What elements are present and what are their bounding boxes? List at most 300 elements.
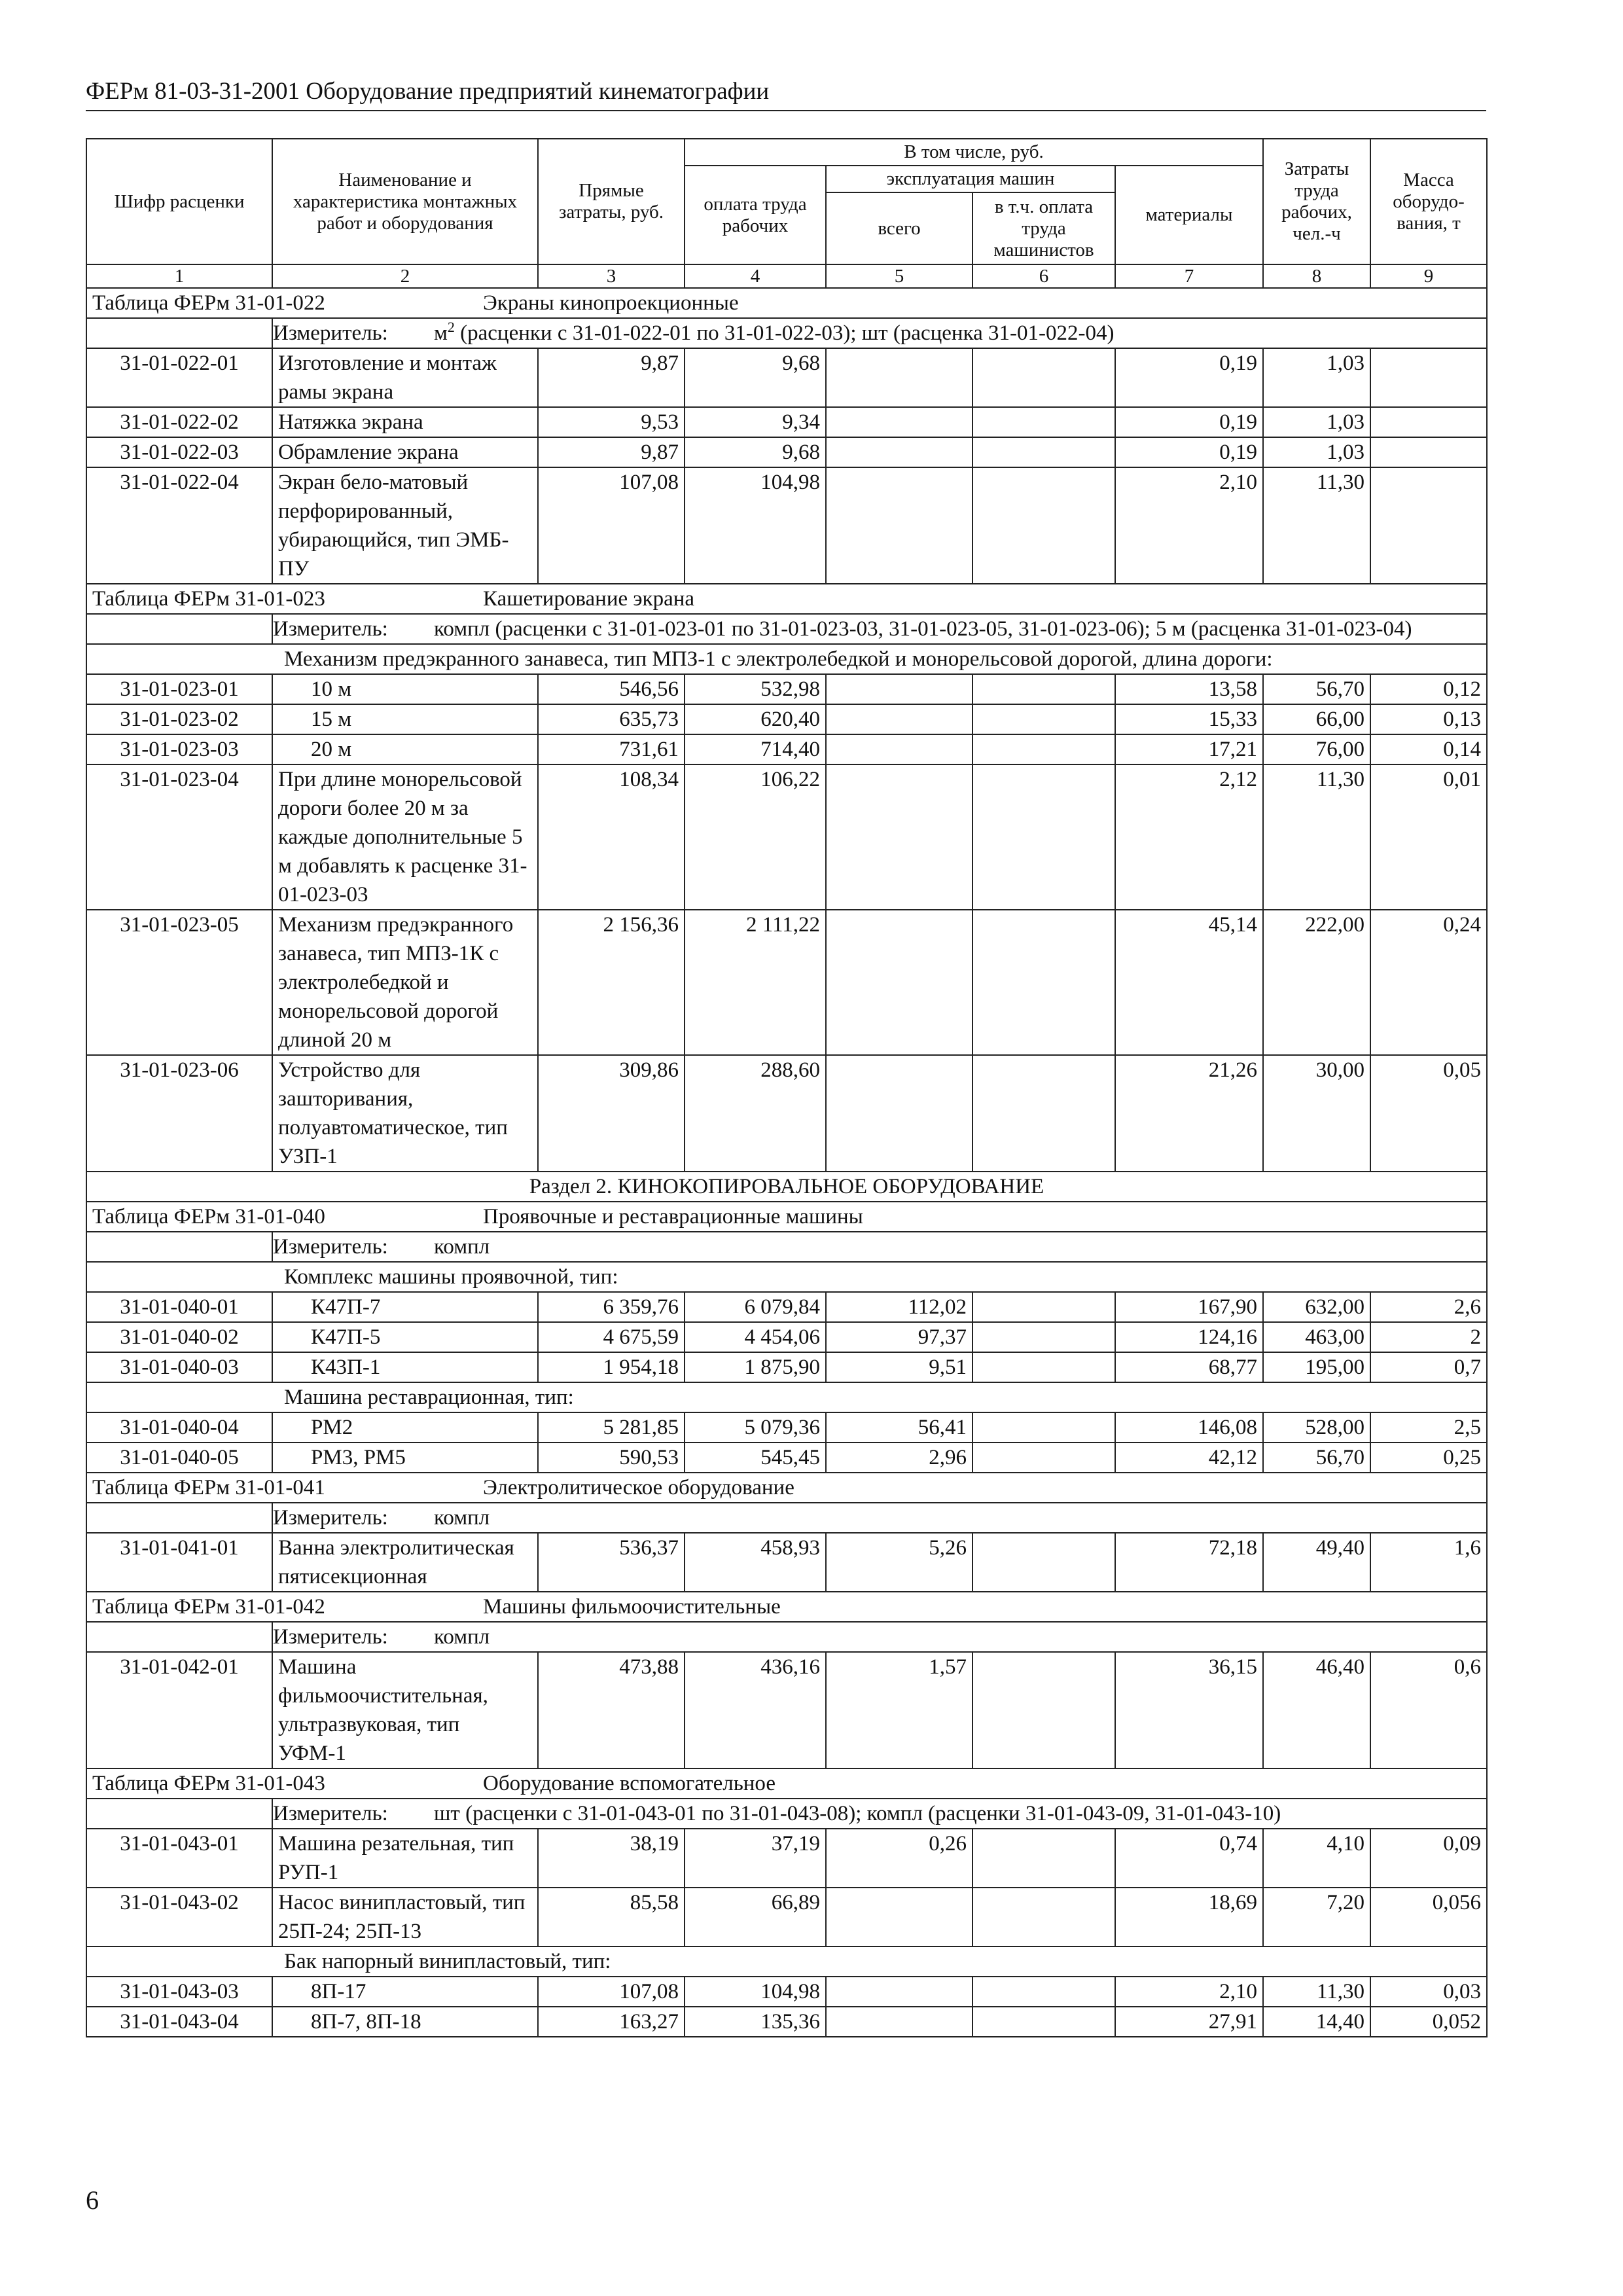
- rate-name-cell: [272, 1322, 538, 1352]
- rate-name: Устройство для зашторивания, полуавтоматическое, тип УЗП-1: [278, 1058, 508, 1168]
- value-c4: 135,36: [685, 2007, 826, 2037]
- table-row: [86, 1443, 1487, 1473]
- value-c3: 536,37: [538, 1533, 685, 1592]
- column-number: 6: [972, 264, 1115, 288]
- value-c5: 97,37: [826, 1322, 972, 1352]
- rate-name-cell: [272, 1977, 538, 2007]
- table-row: [86, 1322, 1487, 1352]
- col-header-wages: оплата труда рабочих: [685, 166, 826, 264]
- table-code: Таблица ФЕРм 31-01-042: [92, 1595, 325, 1619]
- column-number: 1: [86, 264, 272, 288]
- value-c5: [826, 734, 972, 764]
- value-c8: 30,00: [1263, 1055, 1370, 1172]
- table-row: [86, 437, 1487, 467]
- value-c5: [826, 1888, 972, 1946]
- value-c6: [972, 467, 1115, 584]
- measure-blank: [86, 1799, 272, 1829]
- value-c8: 463,00: [1263, 1322, 1370, 1352]
- measure-label: Измеритель:: [273, 1625, 388, 1649]
- value-c7: 0,74: [1115, 1829, 1263, 1888]
- rate-name: Обрамление экрана: [278, 440, 459, 464]
- table-title: Кашетирование экрана: [483, 587, 695, 611]
- rate-name: Ванна электролитическая пятисекционная: [278, 1536, 514, 1588]
- table-code: Таблица ФЕРм 31-01-040: [92, 1205, 325, 1229]
- value-c8: 11,30: [1263, 1977, 1370, 2007]
- col-header-machinists: в т.ч. оплата труда машинистов: [972, 192, 1115, 264]
- column-number: 9: [1370, 264, 1487, 288]
- rate-code: 31-01-022-04: [86, 467, 272, 584]
- value-c3: 309,86: [538, 1055, 685, 1172]
- value-c7: 0,19: [1115, 348, 1263, 407]
- value-c9: 0,056: [1370, 1888, 1487, 1946]
- rate-name-cell: [272, 2007, 538, 2037]
- value-c8: 4,10: [1263, 1829, 1370, 1888]
- measure-text: компл (расценки с 31-01-023-01 по 31-01-023-03, 31-01-023-05, 31-01-023-06); 5 м (расценка 31-01-023-04): [434, 617, 1412, 641]
- column-number: 8: [1263, 264, 1370, 288]
- value-c4: 436,16: [685, 1652, 826, 1768]
- value-c4: 6 079,84: [685, 1292, 826, 1322]
- value-c4: 106,22: [685, 764, 826, 910]
- rate-code: 31-01-040-01: [86, 1292, 272, 1322]
- rate-code: 31-01-022-01: [86, 348, 272, 407]
- measure-text-wrap: [434, 1623, 1468, 1651]
- value-c3: 590,53: [538, 1443, 685, 1473]
- value-c7: 45,14: [1115, 910, 1263, 1055]
- rate-name: К43П-1: [311, 1355, 381, 1379]
- rate-code: 31-01-040-02: [86, 1322, 272, 1352]
- value-c3: 9,87: [538, 348, 685, 407]
- value-c5: 0,26: [826, 1829, 972, 1888]
- rate-name: 8П-7, 8П-18: [311, 2010, 421, 2034]
- section-heading-row: [86, 1172, 1487, 1202]
- table-row: [86, 1652, 1487, 1768]
- value-c3: 107,08: [538, 467, 685, 584]
- rate-code: 31-01-040-03: [86, 1352, 272, 1382]
- col-header-including: В том числе, руб.: [685, 139, 1263, 166]
- value-c4: 458,93: [685, 1533, 826, 1592]
- measure-blank: [86, 1622, 272, 1652]
- value-c7: 21,26: [1115, 1055, 1263, 1172]
- rate-name-cell: [272, 467, 538, 584]
- table-row: [86, 674, 1487, 704]
- rate-code: 31-01-041-01: [86, 1533, 272, 1592]
- rate-code: 31-01-043-03: [86, 1977, 272, 2007]
- value-c7: 146,08: [1115, 1412, 1263, 1443]
- value-c3: 635,73: [538, 704, 685, 734]
- value-c4: 1 875,90: [685, 1352, 826, 1382]
- table-code: Таблица ФЕРм 31-01-043: [92, 1772, 325, 1795]
- value-c3: 163,27: [538, 2007, 685, 2037]
- value-c6: [972, 674, 1115, 704]
- value-c7: 18,69: [1115, 1888, 1263, 1946]
- value-c9: 0,7: [1370, 1352, 1487, 1382]
- table-title-row: [86, 1768, 1487, 1799]
- value-c6: [972, 1352, 1115, 1382]
- rate-code: 31-01-043-01: [86, 1829, 272, 1888]
- value-c9: 0,14: [1370, 734, 1487, 764]
- measure-row: [86, 318, 1487, 348]
- table-title: Электролитическое оборудование: [483, 1476, 794, 1499]
- table-row: [86, 1829, 1487, 1888]
- value-c3: 9,87: [538, 437, 685, 467]
- value-c6: [972, 1829, 1115, 1888]
- rate-name: Натяжка экрана: [278, 410, 423, 434]
- value-c6: [972, 348, 1115, 407]
- value-c3: 6 359,76: [538, 1292, 685, 1322]
- value-c8: 528,00: [1263, 1412, 1370, 1443]
- table-code: Таблица ФЕРм 31-01-023: [92, 587, 325, 611]
- table-title: Машины фильмоочистительные: [483, 1595, 781, 1619]
- value-c9: 0,25: [1370, 1443, 1487, 1473]
- value-c7: 15,33: [1115, 704, 1263, 734]
- value-c6: [972, 1292, 1115, 1322]
- col-header-machines: эксплуатация машин: [826, 166, 1115, 192]
- column-number: 4: [685, 264, 826, 288]
- rate-code: 31-01-022-02: [86, 407, 272, 437]
- table-row: [86, 2007, 1487, 2037]
- value-c5: 56,41: [826, 1412, 972, 1443]
- value-c4: 9,68: [685, 437, 826, 467]
- table-row: [86, 1055, 1487, 1172]
- rate-name-cell: [272, 407, 538, 437]
- value-c4: 5 079,36: [685, 1412, 826, 1443]
- value-c9: 1,6: [1370, 1533, 1487, 1592]
- rate-name-cell: [272, 1652, 538, 1768]
- value-c5: [826, 437, 972, 467]
- table-row: [86, 1977, 1487, 2007]
- measure-row: [86, 1622, 1487, 1652]
- rate-code: 31-01-043-04: [86, 2007, 272, 2037]
- value-c8: 1,03: [1263, 437, 1370, 467]
- table-row: [86, 407, 1487, 437]
- value-c5: 2,96: [826, 1443, 972, 1473]
- rate-name-cell: [272, 704, 538, 734]
- rate-code: 31-01-040-04: [86, 1412, 272, 1443]
- subheading-row: [86, 1382, 1487, 1412]
- col-header-code: Шифр расценки: [86, 139, 272, 264]
- rate-name-cell: [272, 1533, 538, 1592]
- table-row: [86, 1352, 1487, 1382]
- rate-name: Экран бело-матовый перфорированный, убирающийся, тип ЭМБ-ПУ: [278, 471, 509, 581]
- value-c4: 714,40: [685, 734, 826, 764]
- subheading-row: [86, 1262, 1487, 1292]
- value-c4: 37,19: [685, 1829, 826, 1888]
- value-c7: 68,77: [1115, 1352, 1263, 1382]
- value-c6: [972, 1055, 1115, 1172]
- value-c6: [972, 1322, 1115, 1352]
- table-code: Таблица ФЕРм 31-01-022: [92, 291, 325, 315]
- rate-name-cell: [272, 348, 538, 407]
- table-header: [86, 139, 1487, 288]
- rate-name: К47П-7: [311, 1295, 381, 1319]
- table-row: [86, 1412, 1487, 1443]
- value-c7: 0,19: [1115, 407, 1263, 437]
- measure-text: шт (расценки с 31-01-043-01 по 31-01-043-08); компл (расценки 31-01-043-09, 31-01-043-10): [434, 1802, 1281, 1825]
- rate-name: РМ2: [311, 1416, 353, 1439]
- table-row: [86, 910, 1487, 1055]
- rate-code: 31-01-040-05: [86, 1443, 272, 1473]
- value-c8: 49,40: [1263, 1533, 1370, 1592]
- value-c5: [826, 407, 972, 437]
- table-row: [86, 1888, 1487, 1946]
- value-c5: [826, 910, 972, 1055]
- value-c5: [826, 1055, 972, 1172]
- value-c6: [972, 734, 1115, 764]
- col-header-machines-total: всего: [826, 192, 972, 264]
- value-c3: 108,34: [538, 764, 685, 910]
- value-c3: 2 156,36: [538, 910, 685, 1055]
- value-c8: 11,30: [1263, 467, 1370, 584]
- table-body: [86, 288, 1487, 2037]
- col-header-mass: Масса оборудо-вания, т: [1370, 139, 1487, 264]
- table-title-row: [86, 1473, 1487, 1503]
- page-number: 6: [86, 2185, 99, 2215]
- value-c3: 4 675,59: [538, 1322, 685, 1352]
- table-row: [86, 734, 1487, 764]
- measure-unit: м: [434, 321, 448, 345]
- measure-row: [86, 614, 1487, 644]
- value-c6: [972, 2007, 1115, 2037]
- table-row: [86, 1533, 1487, 1592]
- rate-name-cell: [272, 1412, 538, 1443]
- rate-code: 31-01-023-05: [86, 910, 272, 1055]
- value-c5: 1,57: [826, 1652, 972, 1768]
- measure-blank: [86, 318, 272, 348]
- measure-blank: [86, 1503, 272, 1533]
- value-c3: 473,88: [538, 1652, 685, 1768]
- value-c4: 288,60: [685, 1055, 826, 1172]
- rate-name-cell: [272, 1829, 538, 1888]
- measure-row: [86, 1799, 1487, 1829]
- value-c8: 76,00: [1263, 734, 1370, 764]
- measure-text-wrap: [434, 1232, 1468, 1261]
- value-c7: 124,16: [1115, 1322, 1263, 1352]
- rate-name-cell: [272, 1443, 538, 1473]
- subheading-row: [86, 644, 1487, 674]
- value-c9: 0,24: [1370, 910, 1487, 1055]
- measure-text: компл: [434, 1235, 490, 1259]
- rate-code: 31-01-023-03: [86, 734, 272, 764]
- rate-code: 31-01-022-03: [86, 437, 272, 467]
- value-c9: [1370, 437, 1487, 467]
- value-c4: 4 454,06: [685, 1322, 826, 1352]
- value-c7: 0,19: [1115, 437, 1263, 467]
- col-header-name: Наименование и характеристика монтажных работ и оборудования: [272, 139, 538, 264]
- value-c9: [1370, 467, 1487, 584]
- column-number: 3: [538, 264, 685, 288]
- value-c8: 14,40: [1263, 2007, 1370, 2037]
- value-c3: 1 954,18: [538, 1352, 685, 1382]
- value-c7: 72,18: [1115, 1533, 1263, 1592]
- value-c5: 9,51: [826, 1352, 972, 1382]
- value-c6: [972, 910, 1115, 1055]
- value-c6: [972, 1977, 1115, 2007]
- value-c4: 532,98: [685, 674, 826, 704]
- value-c5: [826, 764, 972, 910]
- value-c3: 85,58: [538, 1888, 685, 1946]
- measure-text-wrap: [434, 615, 1468, 643]
- measure-blank: [86, 1232, 272, 1262]
- column-number: 5: [826, 264, 972, 288]
- value-c9: 2: [1370, 1322, 1487, 1352]
- value-c4: 9,34: [685, 407, 826, 437]
- value-c6: [972, 1652, 1115, 1768]
- value-c5: [826, 674, 972, 704]
- rates-table: [86, 138, 1488, 2037]
- value-c5: [826, 704, 972, 734]
- document-header: ФЕРм 81-03-31-2001 Оборудование предприятий кинематографии: [86, 77, 1486, 111]
- value-c3: 9,53: [538, 407, 685, 437]
- rate-name: РМ3, РМ5: [311, 1446, 406, 1469]
- value-c7: 36,15: [1115, 1652, 1263, 1768]
- measure-text: (расценки с 31-01-022-01 по 31-01-022-03); шт (расценка 31-01-022-04): [454, 321, 1115, 345]
- col-header-labor: Затраты труда рабочих, чел.-ч: [1263, 139, 1370, 264]
- value-c7: 167,90: [1115, 1292, 1263, 1322]
- rate-name: Машина резательная, тип РУП-1: [278, 1832, 514, 1884]
- value-c9: 0,03: [1370, 1977, 1487, 2007]
- value-c9: [1370, 348, 1487, 407]
- value-c3: 38,19: [538, 1829, 685, 1888]
- value-c9: 2,6: [1370, 1292, 1487, 1322]
- table-title-row: [86, 288, 1487, 318]
- value-c6: [972, 1412, 1115, 1443]
- rate-name-cell: [272, 1055, 538, 1172]
- rate-name-cell: [272, 1888, 538, 1946]
- table-row: [86, 704, 1487, 734]
- rate-name: Изготовление и монтаж рамы экрана: [278, 351, 497, 404]
- value-c8: 195,00: [1263, 1352, 1370, 1382]
- rate-code: 31-01-023-02: [86, 704, 272, 734]
- value-c4: 2 111,22: [685, 910, 826, 1055]
- table-row: [86, 348, 1487, 407]
- value-c3: 5 281,85: [538, 1412, 685, 1443]
- column-numbers-row: [86, 264, 1487, 288]
- rate-code: 31-01-023-01: [86, 674, 272, 704]
- rate-name-cell: [272, 1292, 538, 1322]
- table-row: [86, 467, 1487, 584]
- value-c9: 0,09: [1370, 1829, 1487, 1888]
- measure-unit-exponent: 2: [447, 319, 455, 335]
- value-c7: 27,91: [1115, 2007, 1263, 2037]
- value-c8: 632,00: [1263, 1292, 1370, 1322]
- measure-text: компл: [434, 1625, 490, 1649]
- table-title-row: [86, 1202, 1487, 1232]
- measure-row: [86, 1232, 1487, 1262]
- value-c3: 546,56: [538, 674, 685, 704]
- value-c5: 112,02: [826, 1292, 972, 1322]
- value-c5: [826, 467, 972, 584]
- value-c9: [1370, 407, 1487, 437]
- measure-text-wrap: [434, 1503, 1468, 1532]
- value-c4: 620,40: [685, 704, 826, 734]
- value-c5: [826, 1977, 972, 2007]
- rate-name: 15 м: [311, 708, 352, 731]
- value-c8: 46,40: [1263, 1652, 1370, 1768]
- col-header-materials: материалы: [1115, 166, 1263, 264]
- value-c9: 0,6: [1370, 1652, 1487, 1768]
- table-title-row: [86, 584, 1487, 614]
- table-code: Таблица ФЕРм 31-01-041: [92, 1476, 325, 1499]
- measure-label: Измеритель:: [273, 1802, 388, 1825]
- value-c8: 11,30: [1263, 764, 1370, 910]
- value-c7: 17,21: [1115, 734, 1263, 764]
- value-c3: 731,61: [538, 734, 685, 764]
- value-c6: [972, 437, 1115, 467]
- rate-code: 31-01-042-01: [86, 1652, 272, 1768]
- value-c8: 1,03: [1263, 407, 1370, 437]
- rate-code: 31-01-043-02: [86, 1888, 272, 1946]
- value-c4: 104,98: [685, 467, 826, 584]
- table-title: Проявочные и реставрационные машины: [483, 1205, 863, 1229]
- value-c7: 2,12: [1115, 764, 1263, 910]
- value-c9: 0,12: [1370, 674, 1487, 704]
- value-c8: 222,00: [1263, 910, 1370, 1055]
- rate-name: 10 м: [311, 677, 352, 701]
- value-c6: [972, 704, 1115, 734]
- value-c9: 0,05: [1370, 1055, 1487, 1172]
- table-title: Оборудование вспомогательное: [483, 1772, 776, 1795]
- col-header-direct: Прямые затраты, руб.: [538, 139, 685, 264]
- measure-text-wrap: [434, 1799, 1468, 1828]
- value-c4: 66,89: [685, 1888, 826, 1946]
- value-c7: 42,12: [1115, 1443, 1263, 1473]
- table-row: [86, 1292, 1487, 1322]
- rate-name-cell: [272, 764, 538, 910]
- measure-label: Измеритель:: [273, 1235, 388, 1259]
- value-c8: 56,70: [1263, 1443, 1370, 1473]
- value-c4: 104,98: [685, 1977, 826, 2007]
- value-c3: 107,08: [538, 1977, 685, 2007]
- rate-name: Машина фильмоочистительная, ультразвуковая, тип УФМ-1: [278, 1655, 488, 1765]
- value-c9: 0,01: [1370, 764, 1487, 910]
- value-c5: [826, 2007, 972, 2037]
- value-c9: 0,052: [1370, 2007, 1487, 2037]
- measure-text: компл: [434, 1506, 490, 1530]
- rate-name: Механизм предэкранного занавеса, тип МПЗ-1К с электролебедкой и монорельсовой дорогой длиной 20 м: [278, 913, 514, 1052]
- rate-name: Насос винипластовый, тип 25П-24; 25П-13: [278, 1891, 526, 1943]
- rate-name: При длине монорельсовой дороги более 20 м за каждые дополнительные 5 м добавлять к расценке 31-01-023-03: [278, 768, 527, 906]
- value-c9: 0,13: [1370, 704, 1487, 734]
- subheading-text: Комплекс машины проявочной, тип:: [284, 1265, 618, 1289]
- rate-name-cell: [272, 674, 538, 704]
- subheading-row: [86, 1946, 1487, 1977]
- measure-label: Измеритель:: [273, 617, 388, 641]
- rate-name-cell: [272, 910, 538, 1055]
- subheading-text: Механизм предэкранного занавеса, тип МПЗ-1 с электролебедкой и монорельсовой дорогой, длина дороги:: [284, 647, 1273, 671]
- measure-label: Измеритель:: [273, 1506, 388, 1530]
- subheading-text: Машина реставрационная, тип:: [284, 1386, 574, 1409]
- value-c6: [972, 1443, 1115, 1473]
- subheading-text: Бак напорный винипластовый, тип:: [284, 1950, 611, 1973]
- value-c6: [972, 1888, 1115, 1946]
- value-c8: 56,70: [1263, 674, 1370, 704]
- value-c6: [972, 764, 1115, 910]
- value-c8: 7,20: [1263, 1888, 1370, 1946]
- value-c9: 2,5: [1370, 1412, 1487, 1443]
- section-heading: Раздел 2. КИНОКОПИРОВАЛЬНОЕ ОБОРУДОВАНИЕ: [86, 1172, 1487, 1202]
- column-number: 7: [1115, 264, 1263, 288]
- measure-blank: [86, 614, 272, 644]
- value-c5: 5,26: [826, 1533, 972, 1592]
- rate-name-cell: [272, 734, 538, 764]
- table-title: Экраны кинопроекционные: [483, 291, 739, 315]
- table-title-row: [86, 1592, 1487, 1622]
- rate-name: К47П-5: [311, 1325, 381, 1349]
- value-c8: 66,00: [1263, 704, 1370, 734]
- measure-label: Измеритель:: [273, 321, 388, 345]
- value-c6: [972, 407, 1115, 437]
- value-c8: 1,03: [1263, 348, 1370, 407]
